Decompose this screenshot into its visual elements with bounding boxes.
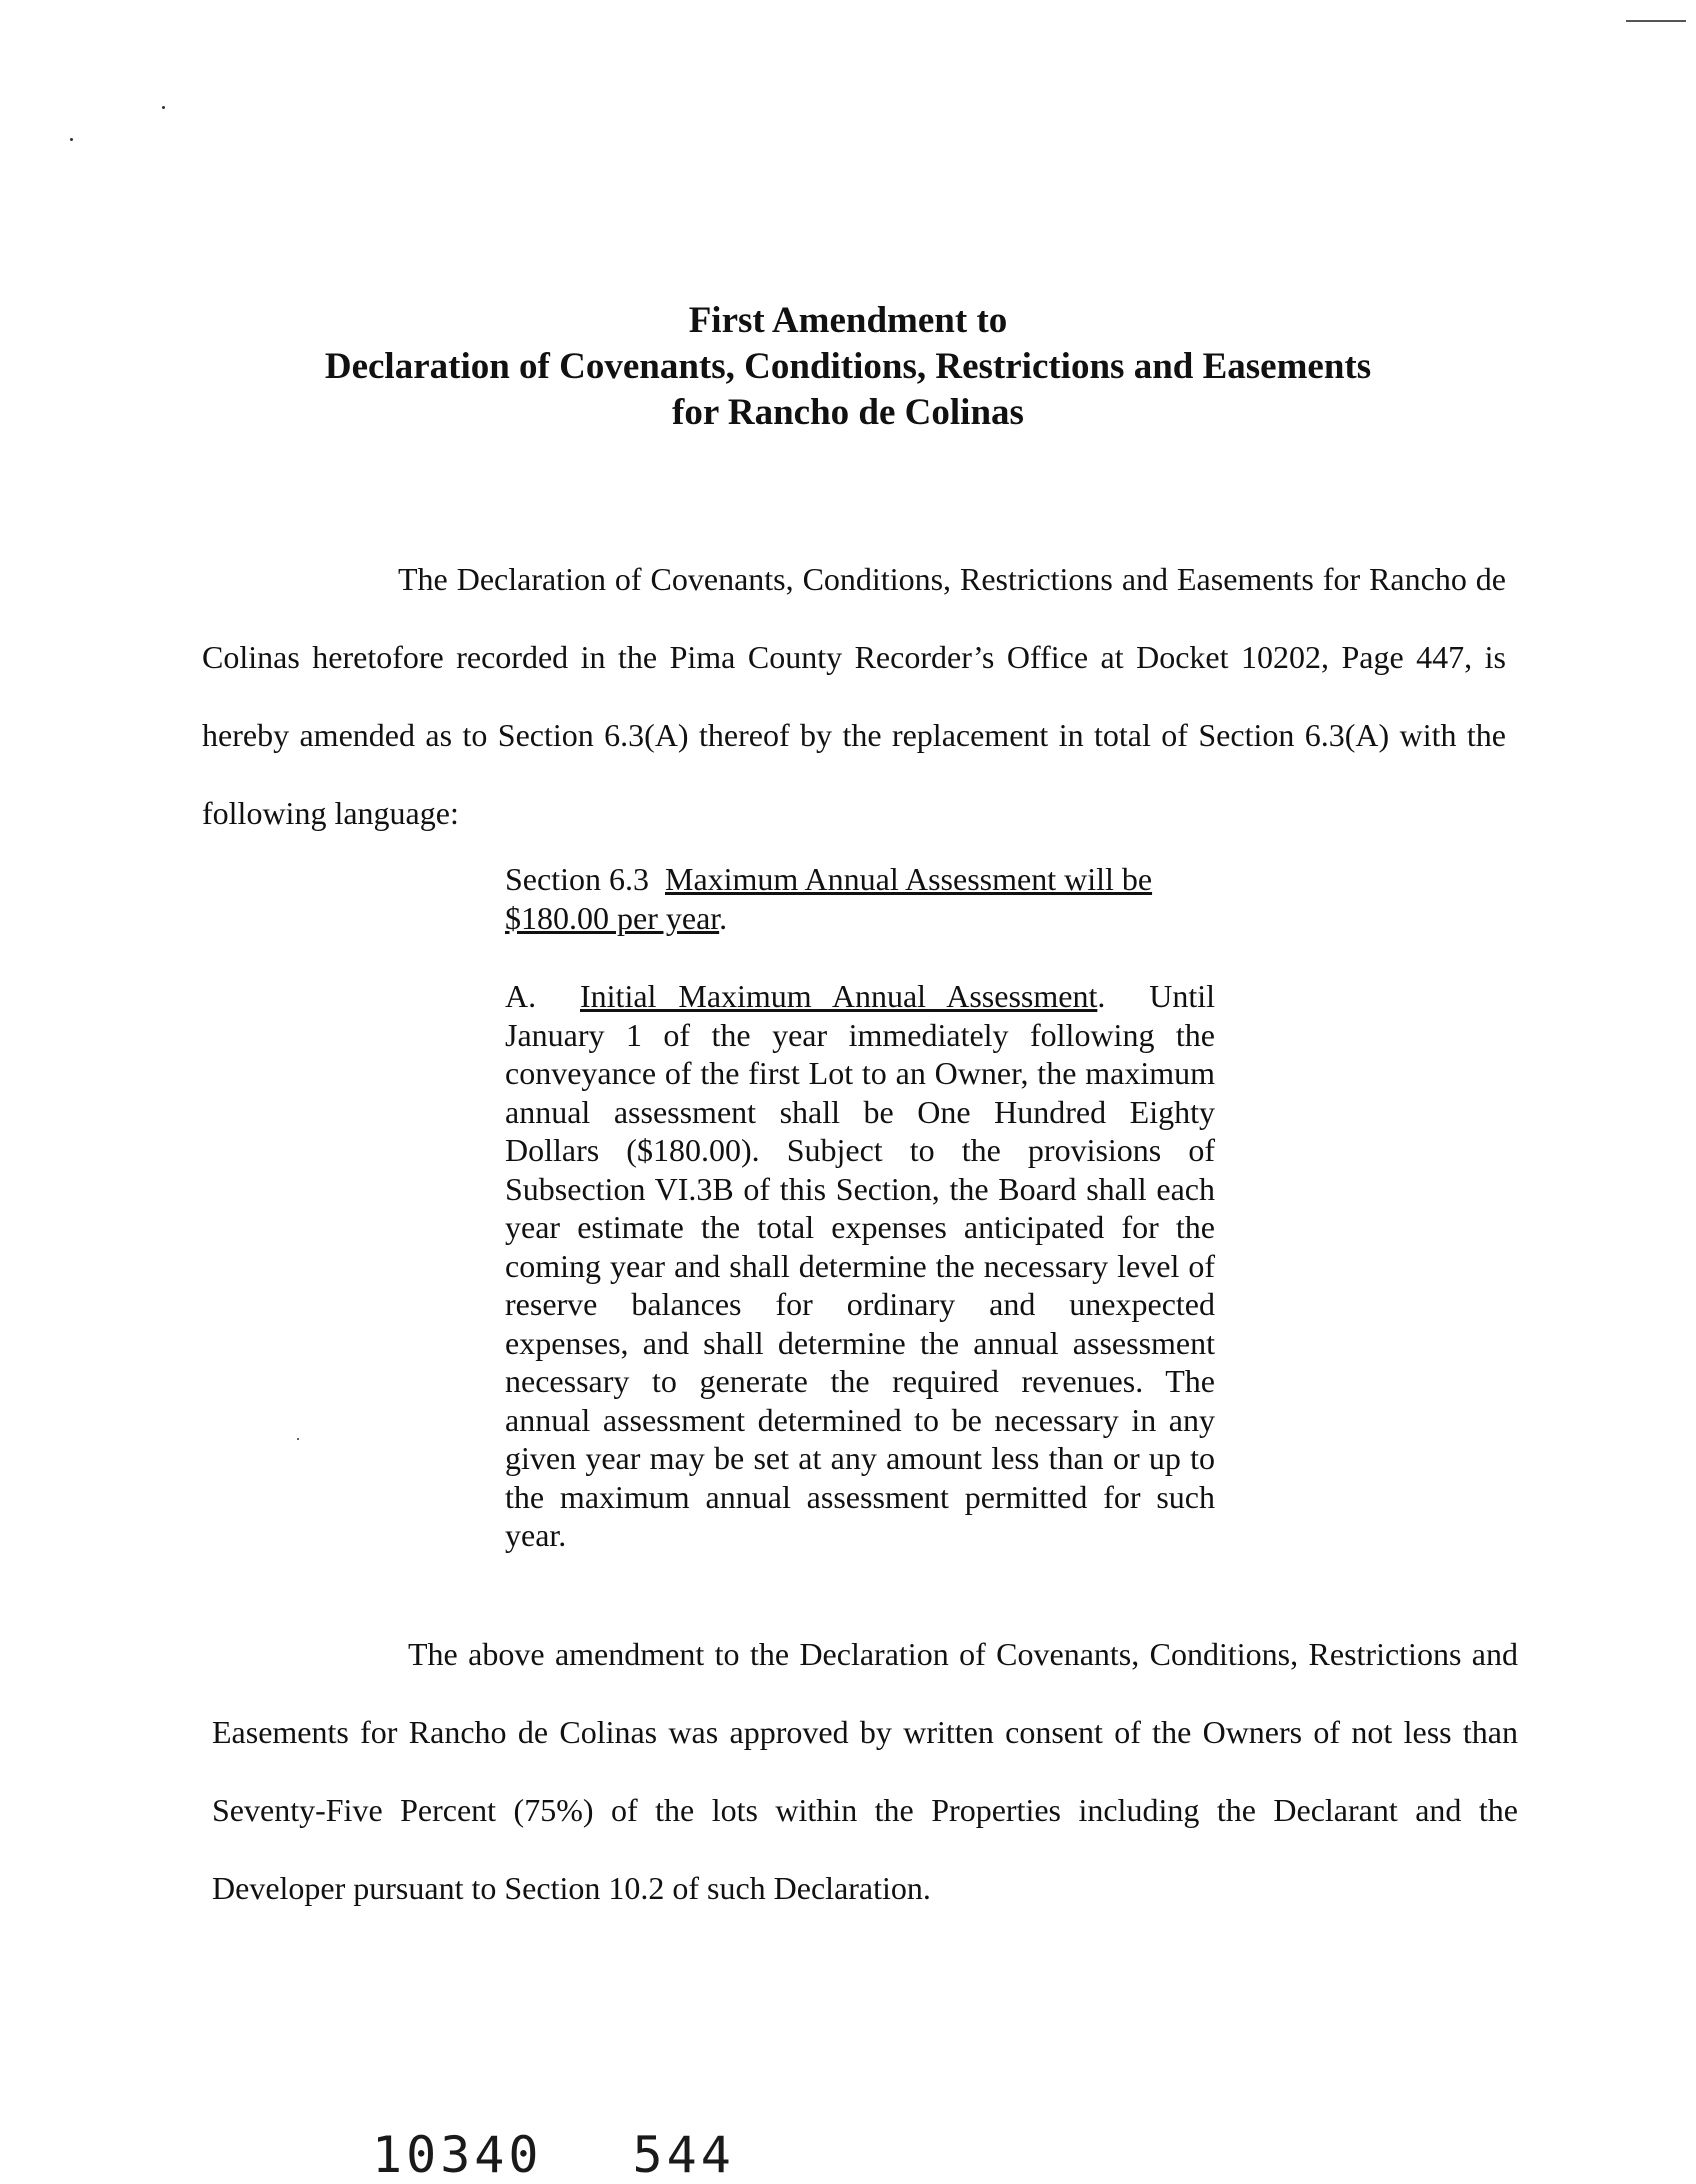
scan-speck — [162, 106, 165, 109]
scan-speck — [297, 1438, 299, 1440]
subsection-label: A. — [505, 978, 537, 1014]
recording-stamp — [372, 2126, 735, 2184]
document-title — [0, 298, 1696, 436]
title-line-2: Declaration of Covenants, Conditions, Restrictions and Easements — [324, 346, 1372, 387]
corner-rule — [1626, 20, 1686, 22]
section-title: Maximum Annual Assessment will be $180.00 per year — [505, 861, 1153, 936]
section-title-suffix: . — [719, 899, 728, 936]
title-line-3: for Rancho de Colinas — [672, 392, 1024, 433]
approval-paragraph-text: The above amendment to the Declaration of Covenants, Conditions, Restrictions and Easements for Rancho de Colinas was approved by written consent of the Owners of not less than Seventy-Five Percent (75%) of the lots within the Properties including the Declarant and the Developer pursuant to Section 10.2 of such Declaration. — [212, 1636, 1518, 1906]
section-heading — [505, 860, 1215, 937]
subsection-a — [505, 977, 1215, 1555]
approval-paragraph — [212, 1615, 1518, 1927]
subsection-text: Until January 1 of the year immediately following the conveyance of the first Lot to an Owner, the maximum annual assessment shall be One Hundred Eighty Dollars ($180.00). Subject to the provisions of Subsection VI.3B of this Section, the Board shall each year estimate the total expenses anticipated for the coming year and shall determine the necessary level of reserve balances for ordinary and unexpected expenses, and shall determine the annual assessment necessary to generate the required revenues. The annual assessment determined to be necessary in any given year may be set at any amount less than or up to the maximum annual assessment permitted for such year. — [505, 978, 1216, 1553]
scan-speck — [70, 138, 73, 141]
section-number: Section 6.3 — [505, 861, 649, 897]
title-line-1: First Amendment to — [688, 300, 1008, 341]
intro-paragraph — [202, 540, 1506, 852]
page-number: 544 — [632, 2126, 735, 2184]
subsection-title: Initial Maximum Annual Assessment — [580, 978, 1098, 1014]
docket-number: 10340 — [372, 2126, 543, 2184]
intro-paragraph-text: The Declaration of Covenants, Conditions, Restrictions and Easements for Rancho de Colinas heretofore recorded in the Pima County Recorder’s Office at Docket 10202, Page 447, is hereby amended as to Section 6.3(A) thereof by the replacement in total of Section 6.3(A) with the following language: — [202, 561, 1506, 831]
subsection-title-suffix: . — [1097, 978, 1106, 1014]
